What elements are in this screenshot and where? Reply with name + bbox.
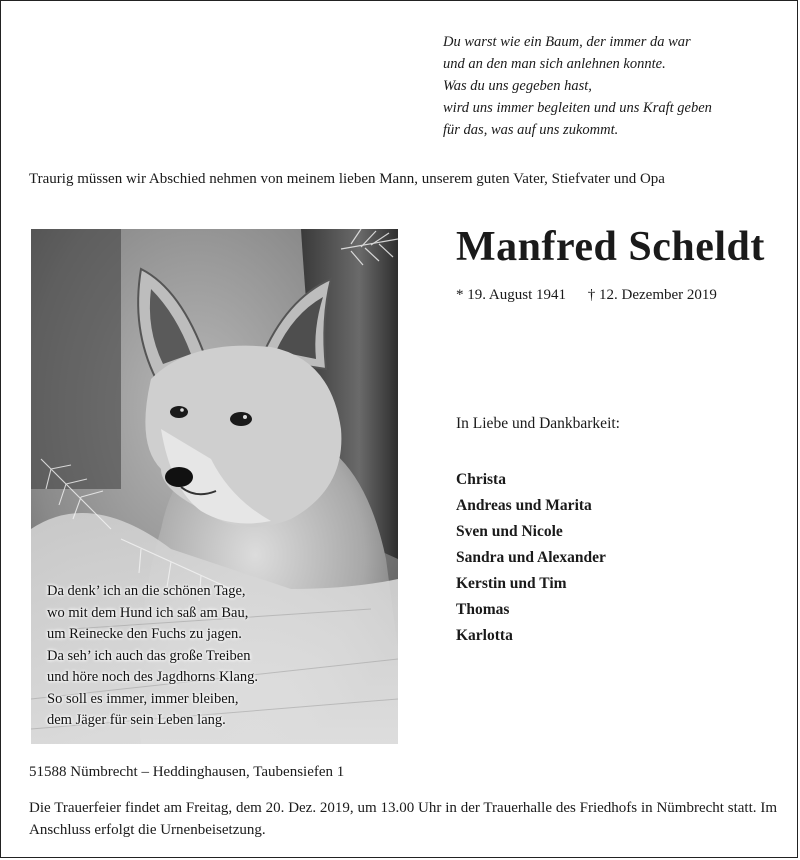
survivor-name: Sandra und Alexander <box>456 549 606 566</box>
photo-poem-line: Da seh’ ich auch das große Treiben <box>47 647 251 664</box>
photo-poem-line: um Reinecke den Fuchs zu jagen. <box>47 626 242 642</box>
survivor-name: Kerstin und Tim <box>456 575 567 592</box>
survivor-name: Karlotta <box>456 627 513 644</box>
top-poem-line: für das, was auf uns zukommt. <box>443 122 619 138</box>
top-poem-line: und an den man sich anlehnen konnte. <box>443 56 666 72</box>
photo-poem-line: und höre noch des Jagdhorns Klang. <box>47 669 259 685</box>
birth-date: * 19. August 1941 <box>456 287 567 303</box>
survivor-name: Christa <box>456 471 506 488</box>
fox-photo <box>31 229 398 744</box>
top-poem <box>443 31 783 141</box>
top-poem-line: Was du uns gegeben hast, <box>443 78 592 94</box>
family-address: 51588 Nümbrecht – Heddinghausen, Taubensiefen 1 <box>29 764 345 780</box>
survivor-name: Thomas <box>456 601 510 618</box>
deceased-name: Manfred Scheldt <box>456 224 765 270</box>
survivor-name: Sven und Nicole <box>456 523 563 540</box>
funeral-info: Die Trauerfeier findet am Freitag, dem 20. Dez. 2019, um 13.00 Uhr in der Trauerhalle des Friedhofs in Nümbrecht statt. Im Anschluss erfolgt die Urnenbeisetzung. <box>29 800 777 838</box>
photo-poem-line: Da denk’ ich an die schönen Tage, <box>47 583 246 599</box>
intro-text: Traurig müssen wir Abschied nehmen von meinem lieben Mann, unserem guten Vater, Stiefvater und Opa <box>29 171 665 187</box>
survivor-name: Andreas und Marita <box>456 497 592 514</box>
photo-poem <box>47 581 258 732</box>
life-dates <box>456 287 717 304</box>
top-poem-line: Du warst wie ein Baum, der immer da war <box>443 34 691 50</box>
gratitude-line: In Liebe und Dankbarkeit: <box>456 415 620 432</box>
death-date: † 12. Dezember 2019 <box>587 287 717 303</box>
top-poem-line: wird uns immer begleiten und uns Kraft geben <box>443 100 712 116</box>
survivors-list <box>456 467 606 649</box>
photo-poem-line: So soll es immer, immer bleiben, <box>47 690 239 707</box>
photo-poem-line: dem Jäger für sein Leben lang. <box>47 712 226 728</box>
photo-poem-line: wo mit dem Hund ich saß am Bau, <box>47 604 249 621</box>
